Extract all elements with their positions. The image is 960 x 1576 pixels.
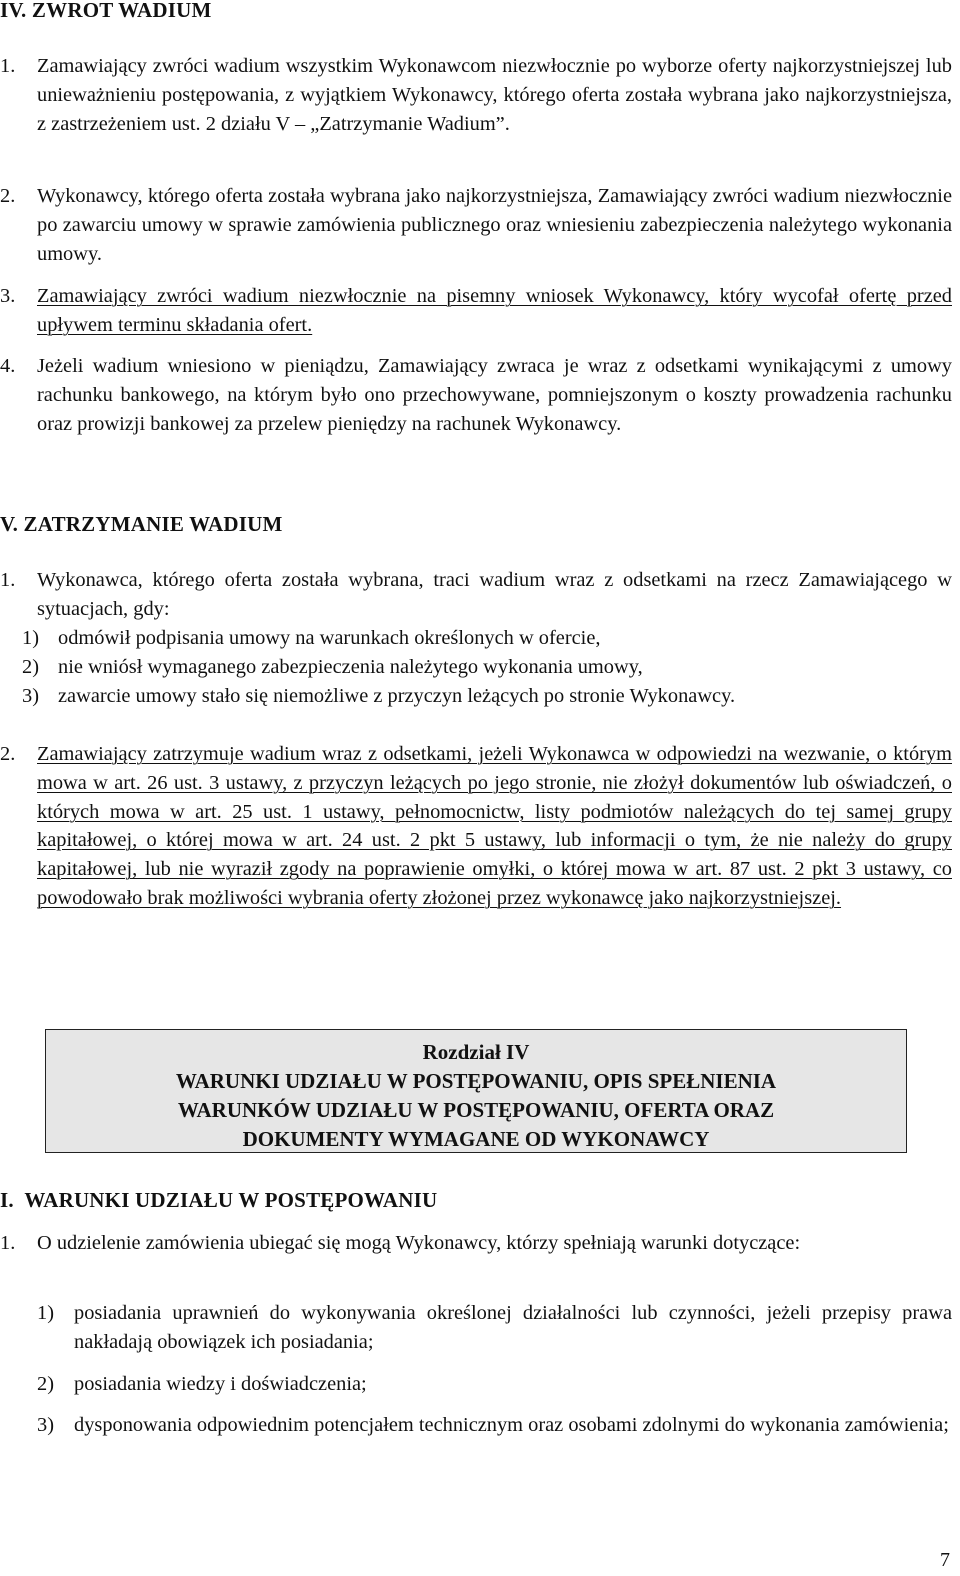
paragraph-text: Wykonawca, którego oferta została wybrana, traci wadium wraz z odsetkami na rzecz Zamawiającego w sytuacjach, gdy:: [37, 569, 952, 620]
section-v-paragraph-1: [0, 566, 952, 624]
chapter-title-line: WARUNKÓW UDZIAŁU W POSTĘPOWANIU, OFERTA ORAZ: [177, 1098, 775, 1122]
section-i-heading: I. WARUNKI UDZIAŁU W POSTĘPOWANIU: [0, 1188, 438, 1212]
chapter-title-line: WARUNKI UDZIAŁU W POSTĘPOWANIU, OPIS SPEŁNIENIA: [175, 1069, 777, 1093]
paragraph-number: 2.: [0, 185, 16, 207]
paragraph-text: Zamawiający zwróci wadium niezwłocznie na pisemny wniosek Wykonawcy, który wycofał ofertę przed upływem terminu składania ofert.: [37, 285, 952, 336]
list-item: [37, 1411, 952, 1440]
section-v-heading: V. ZATRZYMANIE WADIUM: [0, 512, 283, 536]
list-item-text: posiadania uprawnień do wykonywania określonej działalności lub czynności, jeżeli przepisy prawa nakładają obowiązek ich posiadania;: [74, 1302, 952, 1353]
list-item-text: odmówił podpisania umowy na warunkach określonych w ofercie,: [58, 627, 601, 649]
section-v-paragraph-2: [0, 740, 952, 913]
list-item-text: nie wniósł wymaganego zabezpieczenia należytego wykonania umowy,: [58, 656, 643, 678]
list-item: [37, 1299, 952, 1357]
list-item-number: 2): [37, 1373, 54, 1395]
list-item-text: posiadania wiedzy i doświadczenia;: [74, 1373, 367, 1395]
paragraph-number: 2.: [0, 743, 16, 765]
section-iv-paragraph-3: [0, 282, 952, 340]
list-item-text: zawarcie umowy stało się niemożliwe z przyczyn leżących po stronie Wykonawcy.: [58, 685, 736, 707]
section-iv-heading: IV. ZWROT WADIUM: [0, 0, 212, 22]
paragraph-text: Zamawiający zatrzymuje wadium wraz z odsetkami, jeżeli Wykonawca w odpowiedzi na wezwanie, o którym mowa w art. 26 ust. 3 ustawy, z przyczyn leżących po jego stronie, nie złożył dokumentów lub oświadczeń, o których mowa w art. 25 ust. 1 ustawy, pełnomocnictw, listy podmiotów należących do tej samej grupy kapitałowej, o której mowa w art. 24 ust. 2 pkt 5 ustawy, lub informacji o tym, że nie należy do grupy kapitałowej, lub nie wyraził zgody na poprawienie omyłki, o której mowa w art. 87 ust. 2 pkt 3 ustawy, co powodowało brak możliwości wybrania oferty złożonej przez wykonawcę jako najkorzystniejszej.: [37, 743, 952, 909]
page-number: 7: [940, 1549, 950, 1571]
section-iv-paragraph-2: [0, 182, 952, 268]
list-item: [22, 653, 952, 682]
section-i-paragraph-1: [0, 1229, 952, 1258]
chapter-title-line: DOKUMENTY WYMAGANE OD WYKONAWCY: [242, 1127, 710, 1151]
chapter-number: Rozdział IV: [422, 1040, 530, 1064]
section-iv-paragraph-4: [0, 352, 952, 438]
list-item-number: 1): [22, 627, 39, 649]
paragraph-number: 4.: [0, 355, 16, 377]
list-item-number: 2): [22, 656, 39, 678]
paragraph-text: O udzielenie zamówienia ubiegać się mogą Wykonawcy, którzy spełniają warunki dotyczące:: [37, 1232, 801, 1254]
chapter-title-box: [45, 1029, 907, 1153]
list-item-number: 1): [37, 1302, 54, 1324]
list-item: [22, 682, 952, 711]
list-item-text: dysponowania odpowiednim potencjałem technicznym oraz osobami zdolnymi do wykonania zamówienia;: [74, 1414, 949, 1436]
paragraph-number: 1.: [0, 1232, 16, 1254]
list-item: [37, 1370, 952, 1399]
paragraph-text: Zamawiający zwróci wadium wszystkim Wykonawcom niezwłocznie po wyborze oferty najkorzystniejszej lub unieważnieniu postępowania, z wyjątkiem Wykonawcy, którego oferta została wybrana jako najkorzystniejsza, z zastrzeżeniem ust. 2 działu V – „Zatrzymanie Wadium”.: [37, 55, 952, 135]
list-item: [22, 624, 952, 653]
list-item-number: 3): [37, 1414, 54, 1436]
paragraph-number: 3.: [0, 285, 16, 307]
section-iv-paragraph-1: [0, 52, 952, 138]
paragraph-text: Jeżeli wadium wniesiono w pieniądzu, Zamawiający zwraca je wraz z odsetkami wynikającymi z umowy rachunku bankowego, na którym było ono przechowywane, pomniejszonym o koszty prowadzenia rachunku oraz prowizji bankowej za przelew pieniędzy na rachunek Wykonawcy.: [37, 355, 952, 435]
paragraph-number: 1.: [0, 569, 16, 591]
list-item-number: 3): [22, 685, 39, 707]
paragraph-text: Wykonawcy, którego oferta została wybrana jako najkorzystniejsza, Zamawiający zwróci wadium niezwłocznie po zawarciu umowy w sprawie zamówienia publicznego oraz wniesieniu zabezpieczenia należytego wykonania umowy.: [37, 185, 952, 265]
paragraph-number: 1.: [0, 55, 16, 77]
